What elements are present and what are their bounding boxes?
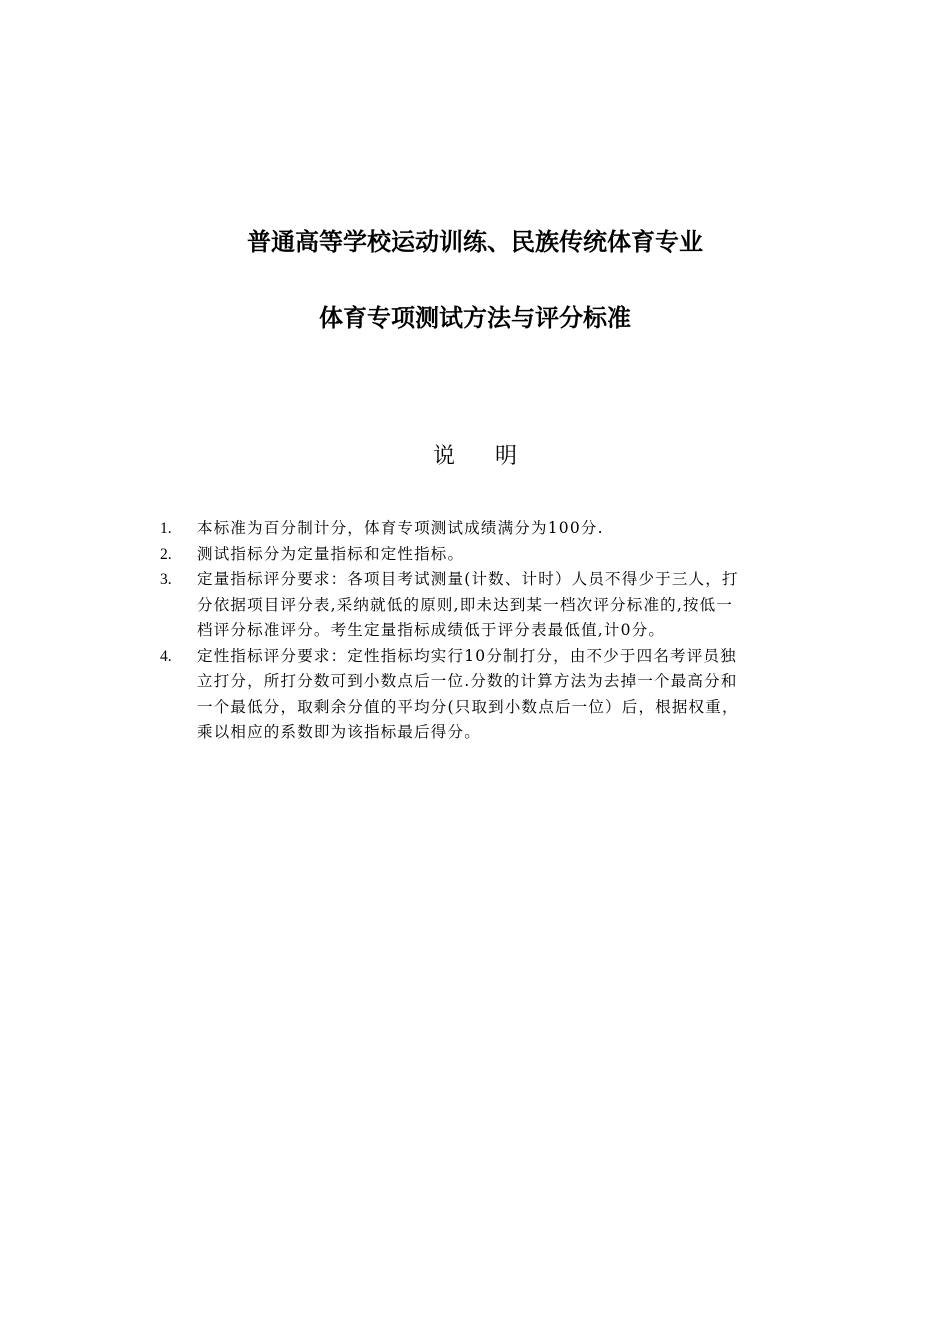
note-item-4 [160,644,830,746]
notes-list [160,516,830,746]
note-line: 立打分，所打分数可到小数点后一位.分数的计算方法为去掉一个最高分和 [197,672,738,690]
note-number: 2. [160,545,172,563]
note-line: 定性指标评分要求：定性指标均实行10分制打分，由不少于四名考评员独 [197,646,737,665]
note-number: 3. [160,571,172,588]
note-item-2 [160,542,830,568]
note-item-1 [160,516,830,542]
note-line: 测试指标分为定量指标和定性指标。 [197,544,465,563]
note-line: 本标准为百分制计分，体育专项测试成绩满分为100分. [197,519,604,537]
document-title-line-2: 体育专项测试方法与评分标准 [319,304,631,332]
note-line: 档评分标准评分。考生定量指标成绩低于评分表最低值,计0分。 [197,621,666,639]
note-line: 一个最低分，取剩余分值的平均分(只取到小数点后一位）后，根据权重， [197,697,739,716]
note-item-3 [160,567,830,644]
note-line: 定量指标评分要求：各项目考试测量(计数、计时）人员不得少于三人，打 [197,570,739,588]
note-line: 分依据项目评分表,采纳就低的原则,即未达到某一档次评分标准的,按低一 [197,595,734,614]
note-number: 4. [160,647,172,665]
section-heading: 说明 [432,444,557,469]
note-line: 乘以相应的系数即为该指标最后得分。 [197,723,481,741]
note-number: 1. [160,520,172,537]
document-title-line-1: 普通高等学校运动训练、民族传统体育专业 [247,228,703,256]
